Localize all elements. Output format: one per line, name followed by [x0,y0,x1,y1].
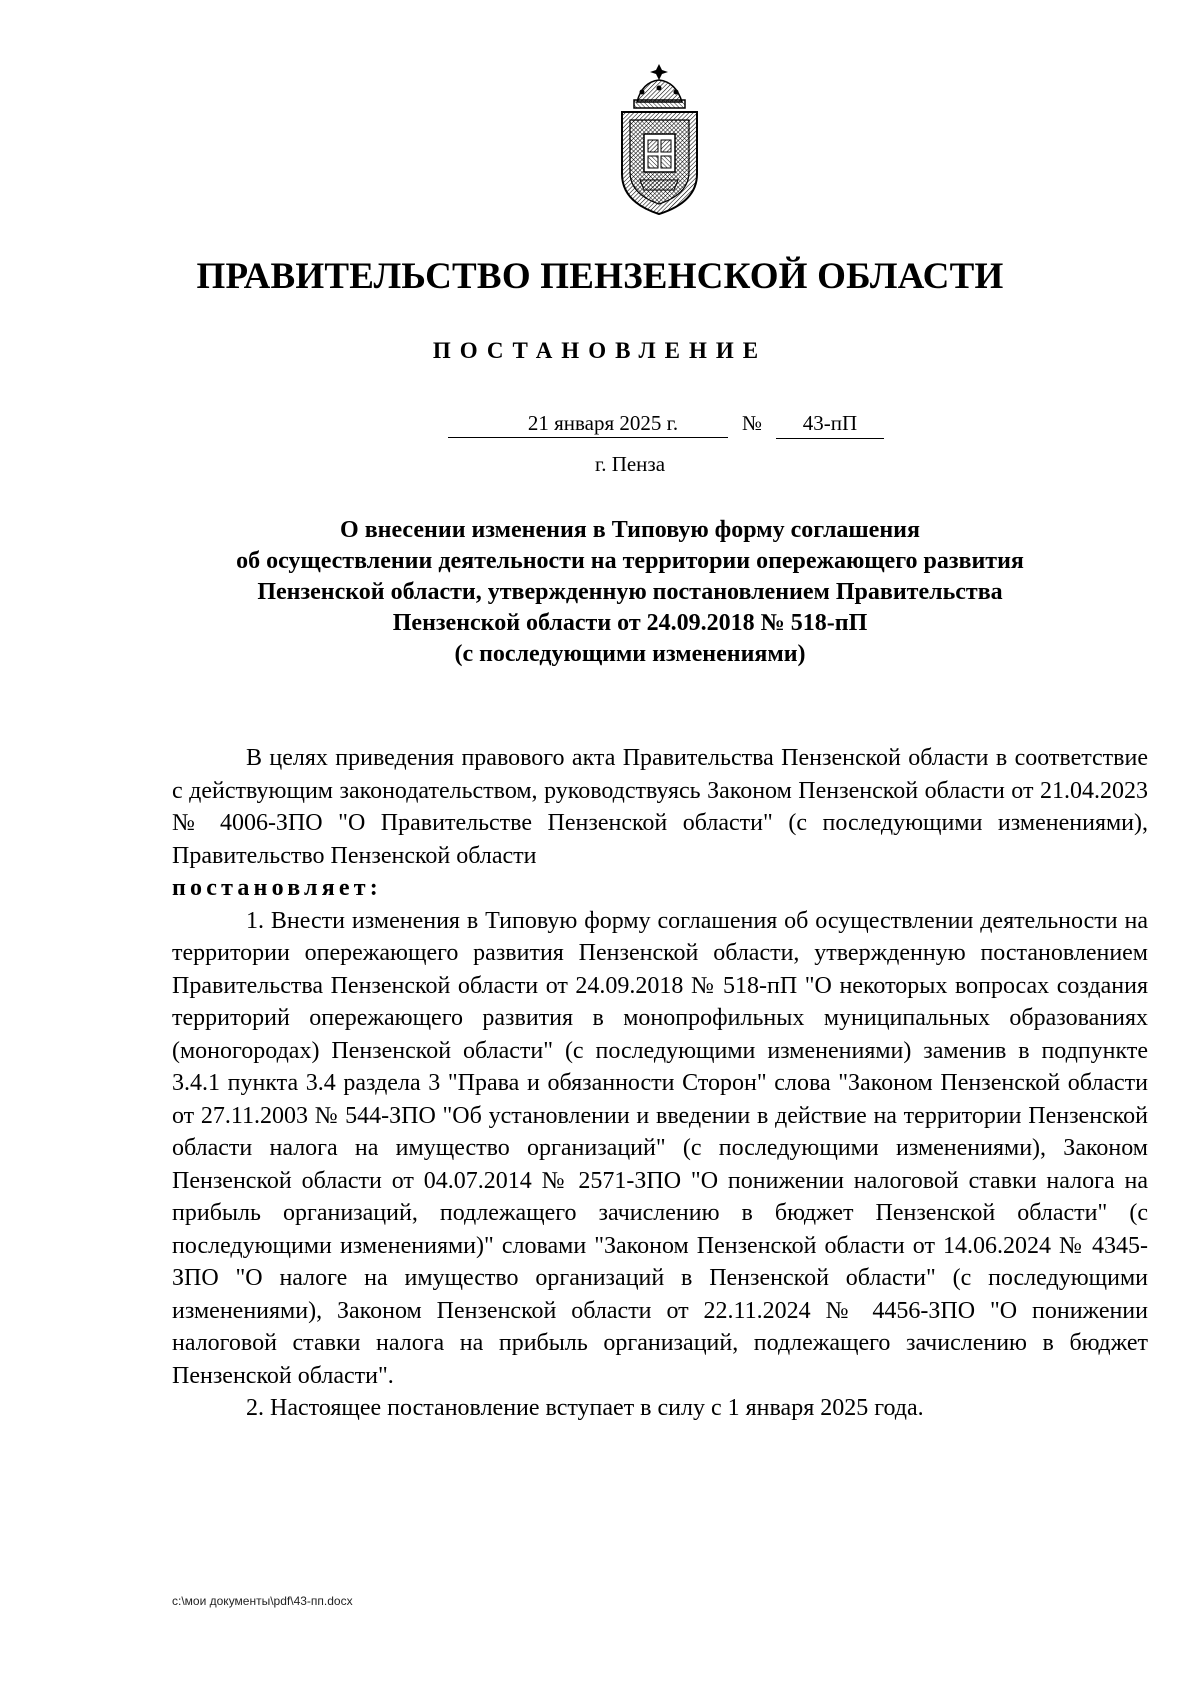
preamble-paragraph [172,742,1148,872]
coat-of-arms-penza-region-icon [612,62,707,222]
document-body [172,742,1148,1425]
organization-title: ПРАВИТЕЛЬСТВО ПЕНЗЕНСКОЙ ОБЛАСТИ [196,256,1004,297]
subject-line: Пензенской области от 24.09.2018 № 518-пП [392,610,868,636]
document-city: г. Пенза [594,452,666,476]
subject-line: О внесении изменения в Типовую форму соглашения [340,517,920,543]
number-sign: № [741,411,763,435]
resolves-paragraph [172,872,1148,905]
subject-line: (с последующими изменениями) [454,641,806,667]
document-type-heading: ПОСТАНОВЛЕНИЕ [432,338,768,363]
item-2-paragraph: 2. Настоящее постановление вступает в силу с 1 января 2025 года. [246,1395,924,1421]
resolves-keyword: постановляет: [172,875,382,901]
document-date-number-line [448,410,880,438]
document-date: 21 января 2025 г. [448,410,728,438]
file-path-footer: c:\мои документы\pdf\43-пп.docx [172,1594,353,1608]
item-1-paragraph: 1. Внести изменения в Типовую форму соглашения об осуществлении деятельности на территории опережающего развития Пензенской области, утвержденную постановлением Правительства Пензенской области от 24.09.2018 № 518-пП "О некоторых вопросах создания территорий опережающего развития в монопрофильных муниципальных образованиях (моногородах) Пензенской области" (с последующими изменениями) заменив в подпункте 3.4.1 пункта 3.4 раздела 3 "Права и обязанности Сторон" слова "Законом Пензенской области от 27.11.2003 № 544-ЗПО "Об установлении и введении в действие на территории Пензенской области налога на имущество организаций" (с последующими изменениями), Законом Пензенской области от 04.07.2014 № 2571-ЗПО "О понижении налоговой ставки налога на прибыль организаций, подлежащего зачислению в бюджет Пензенской области" (с последующими изменениями)" словами "Законом Пензенской области от 14.06.2024 № 4345-ЗПО "О налоге на имущество организаций в Пензенской области" (с последующими изменениями), Законом Пензенской области от 22.11.2024 № 4456-ЗПО "О понижении налоговой ставки налога на прибыль организаций, подлежащего зачислению в бюджет Пензенской области". [172,907,1148,1389]
subject-line: Пензенской области, утвержденную постановлением Правительства [257,579,1003,605]
subject-line: об осуществлении деятельности на территории опережающего развития [236,548,1024,574]
document-number: 43-пП [776,410,884,439]
preamble-text: В целях приведения правового акта Правительства Пензенской области в соответствие с действующим законодательством, руководствуясь Законом Пензенской области от 21.04.2023 № 4006-ЗПО "О Правительстве Пензенской области" (с последующими изменениями), Правительство Пензенской области [172,745,1148,869]
document-subject [150,515,1110,670]
